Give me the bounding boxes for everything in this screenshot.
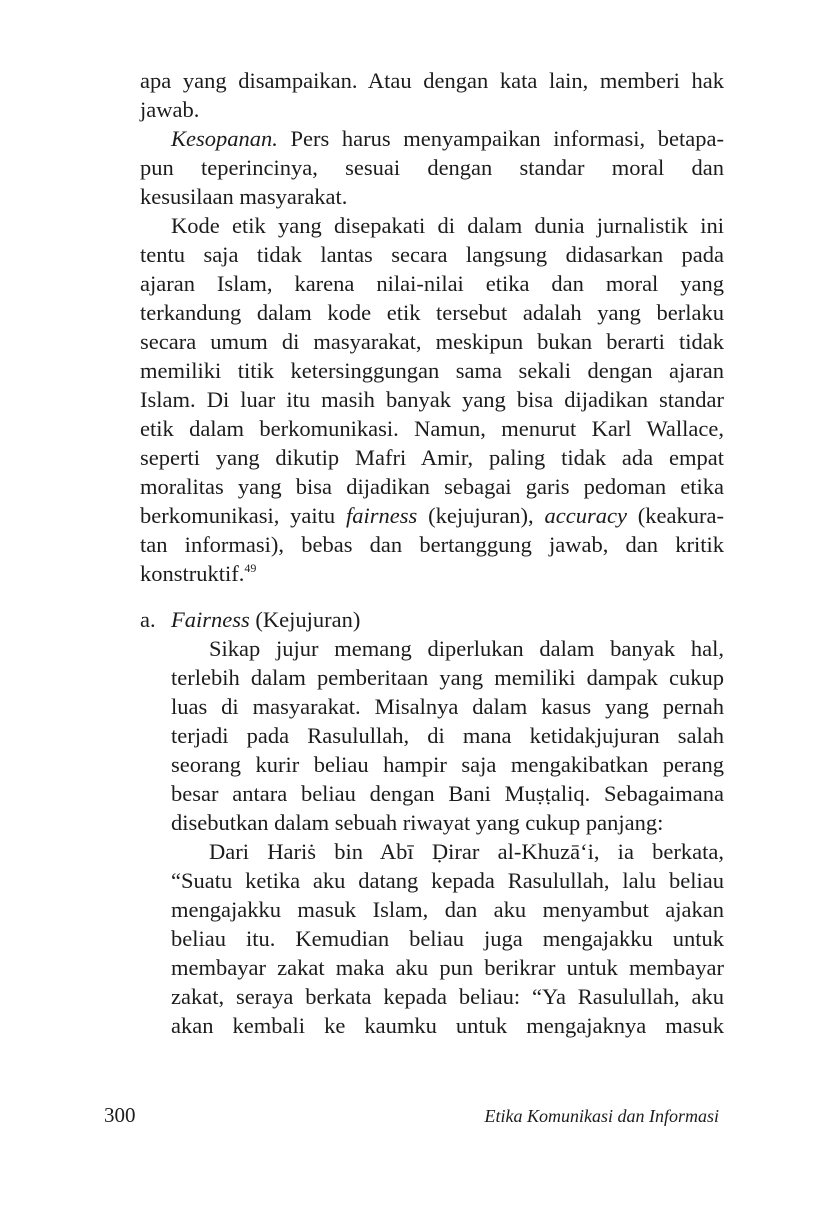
body-line: beliau itu. Kemudian beliau juga mengajakku untuk: [171, 926, 724, 951]
body-line: konstruktif.$^{49}$: [140, 561, 257, 586]
body-line: tentu saja tidak lantas secara langsung didasarkan pada: [140, 242, 724, 267]
body-line: Kode etik yang disepakati di dalam dunia jurnalistik ini: [171, 213, 724, 238]
body-line: Islam. Di luar itu masih banyak yang bisa dijadikan standar: [140, 387, 724, 412]
body-line: terjadi pada Rasulullah, di mana ketidakjujuran salah: [171, 723, 724, 748]
term-accuracy: accuracy: [544, 503, 627, 528]
body-line: ajaran Islam, karena nilai-nilai etika dan moral yang: [140, 271, 724, 296]
body-line: terkandung dalam kode etik tersebut adalah yang berlaku: [140, 300, 724, 325]
body-line: Kesopanan. Pers harus menyampaikan informasi, betapa-: [171, 126, 724, 151]
body-line: terlebih dalam pemberitaan yang memiliki dampak cukup: [171, 665, 724, 690]
section-label: a.: [140, 607, 156, 632]
body-line: luas di masyarakat. Misalnya dalam kasus yang pernah: [171, 694, 724, 719]
term-kesopanan: Kesopanan.: [171, 126, 278, 151]
body-line: Dari Hariṡ bin Abī Ḍirar al-Khuzā‘i, ia berkata,: [209, 839, 724, 864]
section-title: Fairness (Kejujuran): [171, 607, 361, 632]
body-line: etik dalam berkomunikasi. Namun, menurut Karl Wallace,: [140, 416, 724, 441]
body-line: mengajakku masuk Islam, dan aku menyambut ajakan: [171, 897, 724, 922]
footnote-ref[interactable]: 49: [244, 561, 257, 575]
body-line: pun teperincinya, sesuai dengan standar moral dan: [140, 155, 724, 180]
body-line: jawab.: [140, 97, 200, 122]
body-line: besar antara beliau dengan Bani Muṣṭaliq. Sebagaimana: [171, 781, 724, 806]
term-fairness: fairness: [346, 503, 418, 528]
body-line: zakat, seraya berkata kepada beliau: “Ya Rasulullah, aku: [171, 984, 724, 1009]
running-head: Etika Komunikasi dan Informasi: [484, 1106, 719, 1126]
body-line: membayar zakat maka aku pun berikrar untuk membayar: [171, 955, 724, 980]
body-line: kesusilaan masyarakat.: [140, 184, 348, 209]
body-line: moralitas yang bisa dijadikan sebagai garis pedoman etika: [140, 474, 724, 499]
body-line: Sikap jujur memang diperlukan dalam banyak hal,: [209, 636, 724, 661]
body-line: tan informasi), bebas dan bertanggung jawab, dan kritik: [140, 532, 724, 557]
body-line: seorang kurir beliau hampir saja mengakibatkan perang: [171, 752, 724, 777]
body-line: secara umum di masyarakat, meskipun bukan berarti tidak: [140, 329, 724, 354]
body-line: memiliki titik ketersinggungan sama sekali dengan ajaran: [140, 358, 724, 383]
body-line: “Suatu ketika aku datang kepada Rasulullah, lalu beliau: [171, 868, 724, 893]
body-line: akan kembali ke kaumku untuk mengajaknya masuk: [171, 1013, 724, 1038]
page-number: 300: [104, 1103, 136, 1127]
body-line: seperti yang dikutip Mafri Amir, paling tidak ada empat: [140, 445, 724, 470]
body-line: disebutkan dalam sebuah riwayat yang cukup panjang:: [171, 810, 664, 835]
body-line: berkomunikasi, yaitu fairness (kejujuran), accuracy (keakura-: [140, 503, 724, 528]
body-line: apa yang disampaikan. Atau dengan kata lain, memberi hak: [140, 68, 724, 93]
